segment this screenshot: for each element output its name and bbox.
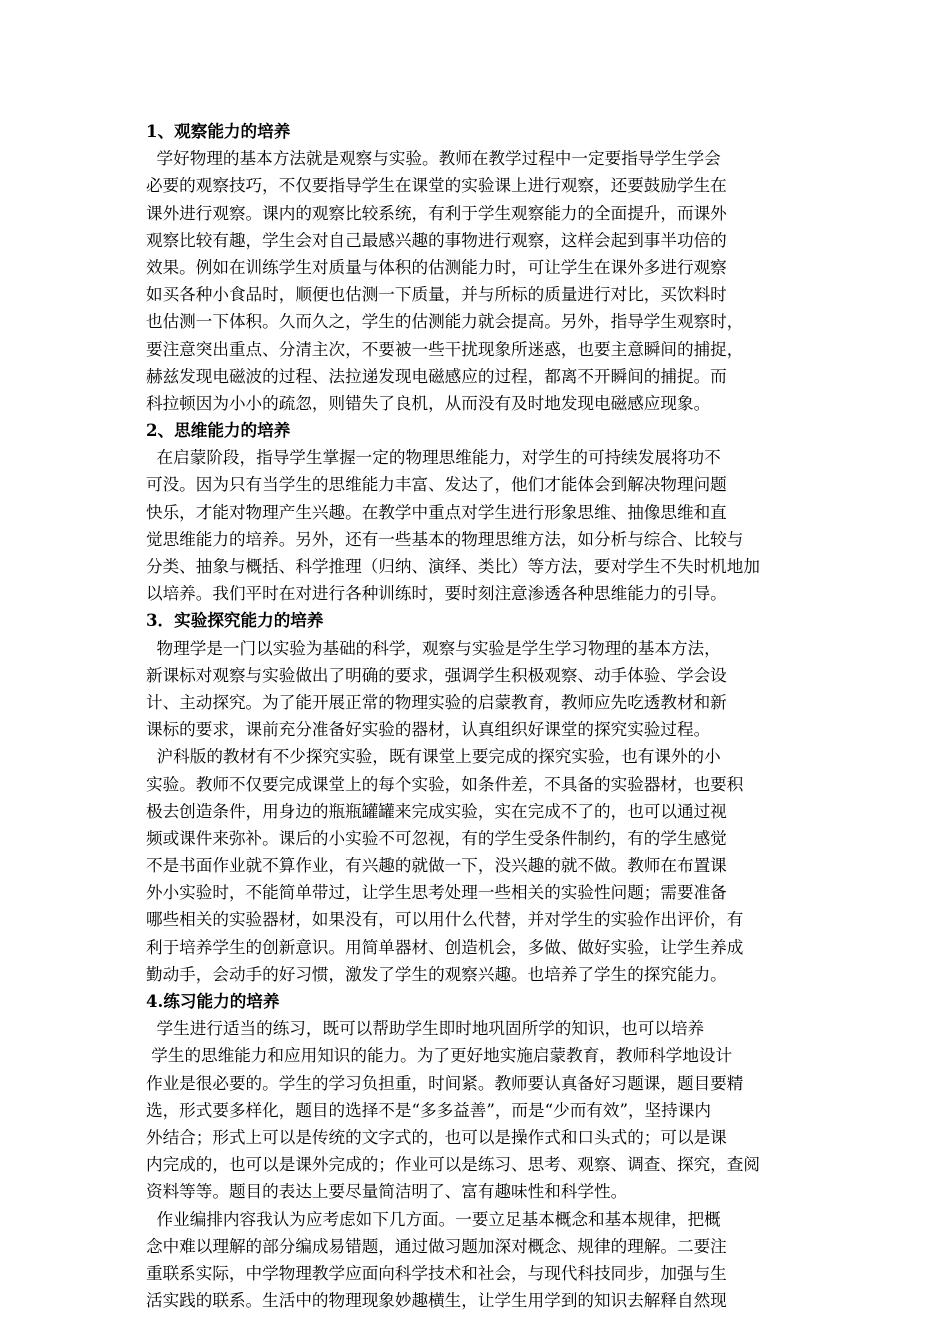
text-line: 物理学是一门以实验为基础的科学，观察与实验是学生学习物理的基本方法， [146, 638, 721, 658]
text-line: 新课标对观察与实验做出了明确的要求，强调学生积极观察、动手体验、学会设 [146, 665, 727, 685]
text-line: 作业是很必要的。学生的学习负担重，时间紧。教师要认真备好习题课，题目要精 [146, 1073, 744, 1093]
text-line: 外结合；形式上可以是传统的文字式的，也可以是操作式和口头式的；可以是课 [146, 1128, 727, 1147]
paragraph [146, 444, 810, 607]
text-line: 观察比较有趣，学生会对自己最感兴趣的事物进行观察，这样会起到事半功倍的 [146, 230, 727, 250]
text-line: 学生的思维能力和应用知识的能力。为了更好地实施启蒙教育，教师科学地设计 [146, 1046, 733, 1066]
text-line: 沪科版的教材有不少探究实验，既有课堂上要完成的探究实验，也有课外的小 [146, 747, 721, 767]
document-body [146, 118, 810, 1314]
text-line: 快乐，才能对物理产生兴趣。在教学中重点对学生进行形象思维、抽像思维和直 [146, 502, 727, 522]
text-line: 也估测一下体积。久而久之，学生的估测能力就会提高。另外，指导学生观察时， [146, 312, 744, 332]
text-line: 哪些相关的实验器材，如果没有，可以用什么代替，并对学生的实验作出评价，有 [146, 910, 744, 930]
text-line: 课外进行观察。课内的观察比较系统，有利于学生观察能力的全面提升，而课外 [146, 203, 727, 223]
paragraph [146, 1206, 810, 1315]
text-line: 必要的观察技巧，不仅要指导学生在课堂的实验课上进行观察，还要鼓励学生在 [146, 176, 727, 196]
section-practice [146, 988, 810, 1314]
paragraph [146, 1015, 810, 1205]
section-thinking [146, 417, 810, 607]
text-line: 内完成的，也可以是课外完成的；作业可以是练习、思考、观察、调查、探究，查阅 [146, 1155, 760, 1175]
section-heading: 2、思维能力的培养 [146, 420, 291, 441]
text-line: 在启蒙阶段，指导学生掌握一定的物理思维能力，对学生的可持续发展将功不 [146, 448, 721, 468]
paragraph [146, 743, 810, 988]
paragraph [146, 635, 810, 744]
text-line: 科拉顿因为小小的疏忽，则错失了良机，从而没有及时地发现电磁感应现象。 [146, 393, 711, 413]
text-line: 学生进行适当的练习，既可以帮助学生即时地巩固所学的知识，也可以培养 [146, 1019, 705, 1039]
text-line: 勤动手，会动手的好习惯，激发了学生的观察兴趣。也培养了学生的探究能力。 [146, 964, 727, 984]
section-heading: 1、观察能力的培养 [146, 121, 291, 141]
text-line: 效果。例如在训练学生对质量与体积的估测能力时，可让学生在课外多进行观察 [146, 257, 727, 277]
text-line: 实验。教师不仅要完成课堂上的每个实验，如条件差，不具备的实验器材，也要积 [146, 774, 744, 794]
text-line: 学好物理的基本方法就是观察与实验。教师在教学过程中一定要指导学生学会 [146, 149, 721, 169]
paragraph [146, 145, 810, 417]
text-line: 作业编排内容我认为应考虑如下几方面。一要立足基本概念和基本规律，把概 [146, 1209, 721, 1229]
text-line: 不是书面作业就不算作业，有兴趣的就做一下，没兴趣的就不做。教师在布置课 [146, 856, 727, 876]
text-line: 选，形式要多样化，题目的选择不是“多多益善”，而是“少而有效”，坚持课内 [146, 1100, 711, 1120]
section-observation [146, 118, 810, 417]
text-line: 利于培养学生的创新意识。用简单器材、创造机会，多做、做好实验，让学生养成 [146, 937, 744, 957]
text-line: 觉思维能力的培养。另外，还有一些基本的物理思维方法，如分析与综合、比较与 [146, 529, 744, 549]
text-line: 活实践的联系。生活中的物理现象妙趣横生，让学生用学到的知识去解释自然现 [146, 1291, 727, 1311]
text-line: 重联系实际，中学物理教学应面向科学技术和社会，与现代科技同步，加强与生 [146, 1263, 727, 1283]
section-heading: 4.练习能力的培养 [146, 991, 280, 1012]
text-line: 以培养。我们平时在对进行各种训练时，要时刻注意渗透各种思维能力的引导。 [146, 584, 727, 604]
text-line: 赫兹发现电磁波的过程、法拉递发现电磁感应的过程，都离不开瞬间的捕捉。而 [146, 366, 727, 386]
text-line: 分类、抽象与概括、科学推理（归纳、演绎、类比）等方法，要对学生不失时机地加 [146, 557, 760, 577]
text-line: 外小实验时，不能简单带过，让学生思考处理一些相关的实验性问题；需要准备 [146, 883, 727, 903]
section-experiment [146, 607, 810, 988]
text-line: 可没。因为只有当学生的思维能力丰富、发达了，他们才能体会到解决物理问题 [146, 475, 727, 495]
text-line: 频或课件来弥补。课后的小实验不可忽视，有的学生受条件制约，有的学生感觉 [146, 828, 727, 848]
text-line: 极去创造条件，用身边的瓶瓶罐罐来完成实验，实在完成不了的，也可以通过视 [146, 801, 727, 821]
text-line: 课标的要求，课前充分准备好实验的器材，认真组织好课堂的探究实验过程。 [146, 720, 711, 740]
text-line: 要注意突出重点、分清主次，不要被一些干扰现象所迷惑，也要主意瞬间的捕捉， [146, 339, 744, 359]
section-heading: 3．实验探究能力的培养 [146, 610, 324, 631]
text-line: 念中难以理解的部分编成易错题，通过做习题加深对概念、规律的理解。二要注 [146, 1236, 727, 1256]
text-line: 计、主动探究。为了能开展正常的物理实验的启蒙教育，教师应先吃透教材和新 [146, 692, 727, 712]
text-line: 如买各种小食品时，顺便也估测一下质量，并与所标的质量进行对比，买饮料时 [146, 285, 727, 305]
text-line: 资料等等。题目的表达上要尽量简洁明了、富有趣味性和科学性。 [146, 1182, 628, 1202]
